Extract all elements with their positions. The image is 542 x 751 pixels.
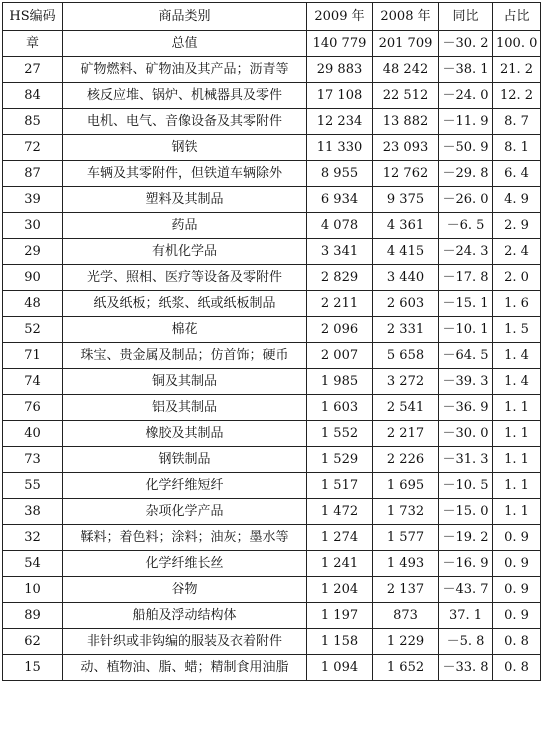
category-cell: 光学、照相、医疗等设备及零附件 [63, 265, 307, 291]
value-2008-cell: 2 137 [373, 577, 439, 603]
value-2008-cell: 9 375 [373, 187, 439, 213]
yoy-cell: －31. 3 [439, 447, 493, 473]
category-cell: 非针织或非钩编的服装及衣着附件 [63, 629, 307, 655]
hs-code-cell: 38 [3, 499, 63, 525]
value-2009-cell: 12 234 [307, 109, 373, 135]
value-2008-cell: 873 [373, 603, 439, 629]
category-cell: 车辆及其零附件，但铁道车辆除外 [63, 161, 307, 187]
category-cell: 钢铁 [63, 135, 307, 161]
category-cell: 化学纤维长丝 [63, 551, 307, 577]
yoy-cell: －33. 8 [439, 655, 493, 681]
hs-code-cell: 87 [3, 161, 63, 187]
table-row [3, 473, 541, 499]
yoy-cell: －24. 0 [439, 83, 493, 109]
yoy-cell: －36. 9 [439, 395, 493, 421]
hs-code-cell: 10 [3, 577, 63, 603]
category-cell: 鞣料；着色料；涂料；油灰；墨水等 [63, 525, 307, 551]
yoy-cell: －26. 0 [439, 187, 493, 213]
hs-code-cell: 48 [3, 291, 63, 317]
share-cell: 1. 1 [493, 421, 541, 447]
value-2008-cell: 1 229 [373, 629, 439, 655]
value-2009-cell: 1 094 [307, 655, 373, 681]
value-2008-cell: 4 361 [373, 213, 439, 239]
share-cell: 0. 9 [493, 577, 541, 603]
category-cell: 钢铁制品 [63, 447, 307, 473]
value-2008-cell: 4 415 [373, 239, 439, 265]
table-row [3, 395, 541, 421]
value-2009-cell: 2 211 [307, 291, 373, 317]
share-cell: 21. 2 [493, 57, 541, 83]
yoy-cell: －11. 9 [439, 109, 493, 135]
category-cell: 船舶及浮动结构体 [63, 603, 307, 629]
value-2009-cell: 1 529 [307, 447, 373, 473]
share-cell: 0. 9 [493, 603, 541, 629]
value-2009-cell: 1 274 [307, 525, 373, 551]
value-2008-cell: 22 512 [373, 83, 439, 109]
value-2008-cell: 23 093 [373, 135, 439, 161]
table-row [3, 239, 541, 265]
value-2008-cell: 3 272 [373, 369, 439, 395]
table-body [3, 31, 541, 681]
yoy-cell: －30. 0 [439, 421, 493, 447]
hs-code-cell: 15 [3, 655, 63, 681]
hs-code-cell: 76 [3, 395, 63, 421]
yoy-cell: －10. 5 [439, 473, 493, 499]
yoy-cell: －24. 3 [439, 239, 493, 265]
share-cell: 12. 2 [493, 83, 541, 109]
share-cell: 8. 1 [493, 135, 541, 161]
value-2008-cell: 1 493 [373, 551, 439, 577]
table-header-row [3, 3, 541, 31]
value-2009-cell: 2 829 [307, 265, 373, 291]
category-cell: 铜及其制品 [63, 369, 307, 395]
value-2008-cell: 2 331 [373, 317, 439, 343]
table-row [3, 161, 541, 187]
value-2008-cell: 12 762 [373, 161, 439, 187]
share-cell: 2. 9 [493, 213, 541, 239]
hs-code-cell: 29 [3, 239, 63, 265]
category-cell: 谷物 [63, 577, 307, 603]
share-cell: 4. 9 [493, 187, 541, 213]
header-share: 占比 [493, 3, 541, 31]
value-2009-cell: 1 985 [307, 369, 373, 395]
value-2009-cell: 1 158 [307, 629, 373, 655]
value-2009-cell: 4 078 [307, 213, 373, 239]
hs-code-cell: 85 [3, 109, 63, 135]
hs-code-cell: 30 [3, 213, 63, 239]
table-row [3, 603, 541, 629]
value-2009-cell: 140 779 [307, 31, 373, 57]
table-row [3, 213, 541, 239]
header-2008: 2008 年 [373, 3, 439, 31]
category-cell: 核反应堆、锅炉、机械器具及零件 [63, 83, 307, 109]
header-2009: 2009 年 [307, 3, 373, 31]
table-row [3, 109, 541, 135]
table-row [3, 421, 541, 447]
value-2009-cell: 2 096 [307, 317, 373, 343]
share-cell: 0. 9 [493, 551, 541, 577]
hs-code-cell: 73 [3, 447, 63, 473]
hs-code-cell: 40 [3, 421, 63, 447]
category-cell: 化学纤维短纤 [63, 473, 307, 499]
share-cell: 100. 0 [493, 31, 541, 57]
value-2009-cell: 1 552 [307, 421, 373, 447]
table-row [3, 57, 541, 83]
hs-code-cell: 74 [3, 369, 63, 395]
table-row [3, 343, 541, 369]
value-2009-cell: 1 517 [307, 473, 373, 499]
share-cell: 0. 8 [493, 655, 541, 681]
value-2008-cell: 1 652 [373, 655, 439, 681]
value-2009-cell: 1 204 [307, 577, 373, 603]
hs-code-cell: 71 [3, 343, 63, 369]
table-row [3, 369, 541, 395]
data-table [2, 2, 541, 681]
category-cell: 橡胶及其制品 [63, 421, 307, 447]
table-row [3, 447, 541, 473]
category-cell: 药品 [63, 213, 307, 239]
hs-code-cell: 89 [3, 603, 63, 629]
hs-code-cell: 62 [3, 629, 63, 655]
yoy-cell: －64. 5 [439, 343, 493, 369]
value-2008-cell: 13 882 [373, 109, 439, 135]
yoy-cell: －5. 8 [439, 629, 493, 655]
hs-code-cell: 章 [3, 31, 63, 57]
hs-code-cell: 52 [3, 317, 63, 343]
yoy-cell: －15. 1 [439, 291, 493, 317]
value-2008-cell: 2 541 [373, 395, 439, 421]
value-2009-cell: 11 330 [307, 135, 373, 161]
hs-code-cell: 39 [3, 187, 63, 213]
value-2009-cell: 17 108 [307, 83, 373, 109]
category-cell: 总值 [63, 31, 307, 57]
value-2008-cell: 2 226 [373, 447, 439, 473]
category-cell: 纸及纸板；纸浆、纸或纸板制品 [63, 291, 307, 317]
yoy-cell: －17. 8 [439, 265, 493, 291]
hs-code-cell: 84 [3, 83, 63, 109]
yoy-cell: 37. 1 [439, 603, 493, 629]
share-cell: 1. 1 [493, 473, 541, 499]
value-2008-cell: 1 695 [373, 473, 439, 499]
hs-code-cell: 32 [3, 525, 63, 551]
table-row [3, 317, 541, 343]
share-cell: 0. 9 [493, 525, 541, 551]
value-2009-cell: 8 955 [307, 161, 373, 187]
share-cell: 1. 4 [493, 369, 541, 395]
yoy-cell: －6. 5 [439, 213, 493, 239]
share-cell: 1. 4 [493, 343, 541, 369]
table-row [3, 291, 541, 317]
category-cell: 电机、电气、音像设备及其零附件 [63, 109, 307, 135]
value-2008-cell: 48 242 [373, 57, 439, 83]
yoy-cell: －43. 7 [439, 577, 493, 603]
category-cell: 珠宝、贵金属及制品；仿首饰；硬币 [63, 343, 307, 369]
value-2008-cell: 3 440 [373, 265, 439, 291]
table-row [3, 577, 541, 603]
value-2008-cell: 1 577 [373, 525, 439, 551]
share-cell: 1. 1 [493, 499, 541, 525]
table-row [3, 525, 541, 551]
table-row [3, 499, 541, 525]
hs-code-cell: 54 [3, 551, 63, 577]
yoy-cell: －38. 1 [439, 57, 493, 83]
value-2009-cell: 3 341 [307, 239, 373, 265]
value-2009-cell: 2 007 [307, 343, 373, 369]
yoy-cell: －19. 2 [439, 525, 493, 551]
yoy-cell: －16. 9 [439, 551, 493, 577]
yoy-cell: －15. 0 [439, 499, 493, 525]
table-row [3, 629, 541, 655]
category-cell: 有机化学品 [63, 239, 307, 265]
table-row [3, 655, 541, 681]
share-cell: 0. 8 [493, 629, 541, 655]
table-row [3, 265, 541, 291]
header-yoy: 同比 [439, 3, 493, 31]
category-cell: 棉花 [63, 317, 307, 343]
hs-code-cell: 90 [3, 265, 63, 291]
value-2008-cell: 2 217 [373, 421, 439, 447]
yoy-cell: －39. 3 [439, 369, 493, 395]
hs-code-cell: 55 [3, 473, 63, 499]
share-cell: 1. 6 [493, 291, 541, 317]
value-2009-cell: 1 472 [307, 499, 373, 525]
table-row [3, 551, 541, 577]
table-row [3, 187, 541, 213]
value-2008-cell: 201 709 [373, 31, 439, 57]
category-cell: 杂项化学产品 [63, 499, 307, 525]
yoy-cell: －29. 8 [439, 161, 493, 187]
yoy-cell: －10. 1 [439, 317, 493, 343]
share-cell: 2. 0 [493, 265, 541, 291]
table-row [3, 31, 541, 57]
hs-code-cell: 72 [3, 135, 63, 161]
category-cell: 铝及其制品 [63, 395, 307, 421]
share-cell: 2. 4 [493, 239, 541, 265]
table-row [3, 83, 541, 109]
share-cell: 1. 1 [493, 447, 541, 473]
value-2008-cell: 5 658 [373, 343, 439, 369]
yoy-cell: －50. 9 [439, 135, 493, 161]
share-cell: 8. 7 [493, 109, 541, 135]
category-cell: 塑料及其制品 [63, 187, 307, 213]
value-2008-cell: 1 732 [373, 499, 439, 525]
value-2009-cell: 1 603 [307, 395, 373, 421]
value-2009-cell: 6 934 [307, 187, 373, 213]
table-row [3, 135, 541, 161]
header-hs-code: HS编码 [3, 3, 63, 31]
value-2008-cell: 2 603 [373, 291, 439, 317]
share-cell: 1. 5 [493, 317, 541, 343]
category-cell: 矿物燃料、矿物油及其产品；沥青等 [63, 57, 307, 83]
value-2009-cell: 1 241 [307, 551, 373, 577]
header-category: 商品类别 [63, 3, 307, 31]
yoy-cell: －30. 2 [439, 31, 493, 57]
value-2009-cell: 1 197 [307, 603, 373, 629]
share-cell: 1. 1 [493, 395, 541, 421]
value-2009-cell: 29 883 [307, 57, 373, 83]
category-cell: 动、植物油、脂、蜡；精制食用油脂 [63, 655, 307, 681]
hs-code-cell: 27 [3, 57, 63, 83]
share-cell: 6. 4 [493, 161, 541, 187]
